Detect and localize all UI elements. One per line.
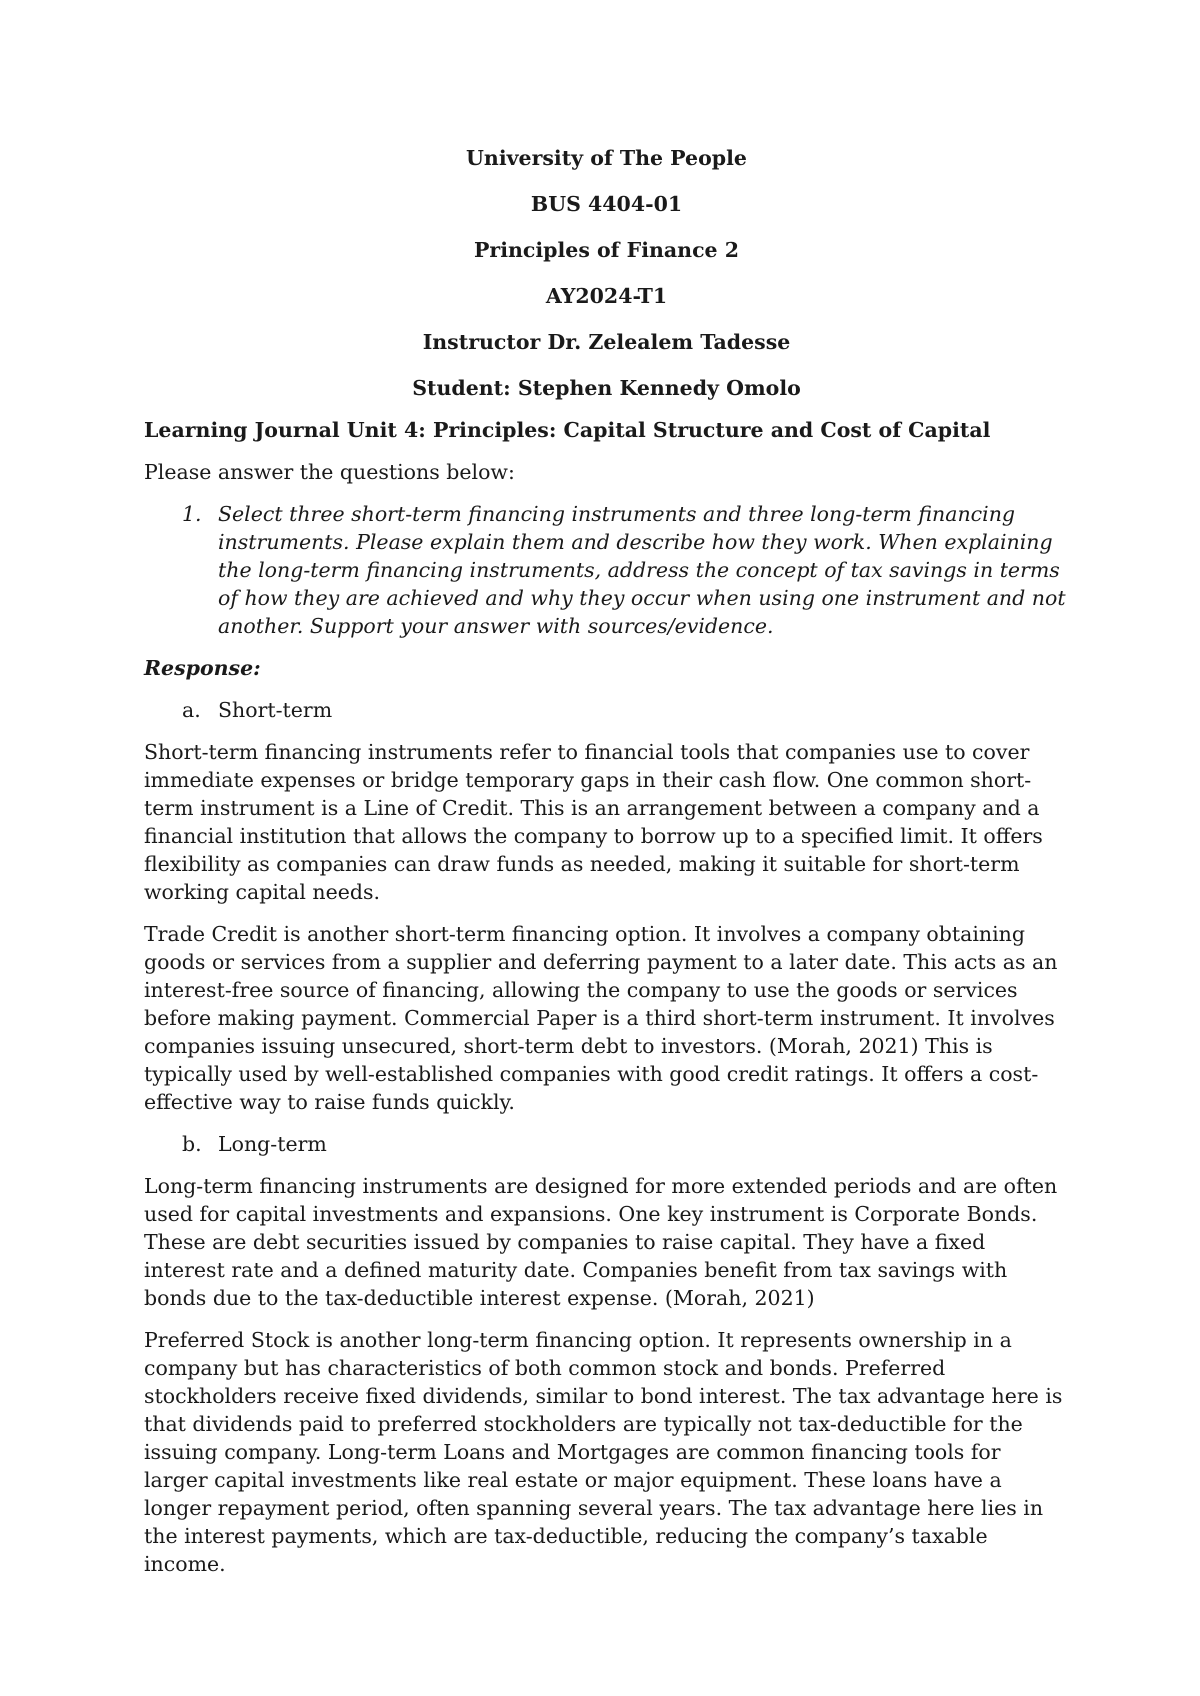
term: AY2024-T1 [545,284,668,308]
section-heading-short-term [144,696,1069,724]
university-name: University of The People [466,146,747,170]
question-number: 1. [182,502,202,526]
long-term-paragraph-1: Long-term financing instruments are designed for more extended periods and are often used for capital investments and expansions. One key instrument is Corporate Bonds. These are debt securities issued by companies to raise capital. They have a fixed interest rate and a defined maturity date. Companies benefit from tax savings with bonds due to the tax-deductible interest expense. (Morah, 2021) [144,1174,1058,1310]
question-text: Select three short-term financing instruments and three long-term financing instruments. Please explain them and describe how they work. When explaining the long-term financing instruments, address the concept of tax savings in terms of how they are achieved and why they occur when using one instrument and not another. Support your answer with sources/evidence. [218,502,1066,638]
section-label: Short-term [218,698,333,722]
short-term-paragraph-1: Short-term financing instruments refer to financial tools that companies use to cover immediate expenses or bridge temporary gaps in their cash flow. One common short-term instrument is a Line of Credit. This is an arrangement between a company and a financial institution that allows the company to borrow up to a specified limit. It offers flexibility as companies can draw funds as needed, making it suitable for short-term working capital needs. [144,740,1043,904]
student-name: Student: Stephen Kennedy Omolo [412,376,801,400]
question-item [144,500,1069,640]
instructions: Please answer the questions below: [144,460,515,484]
section-heading-long-term [144,1130,1069,1158]
course-code: BUS 4404-01 [530,192,683,216]
course-name: Principles of Finance 2 [473,238,739,262]
assignment-title: Learning Journal Unit 4: Principles: Capital Structure and Cost of Capital [144,418,991,442]
section-letter: b. [182,1132,202,1156]
document-body [144,144,1069,1592]
section-letter: a. [182,698,201,722]
section-label: Long-term [218,1132,327,1156]
short-term-paragraph-2: Trade Credit is another short-term financing option. It involves a company obtaining goods or services from a supplier and deferring payment to a later date. This acts as an interest-free source of financing, allowing the company to use the goods or services before making payment. Commercial Paper is a third short-term instrument. It involves companies issuing unsecured, short-term debt to investors. (Morah, 2021) This is typically used by well-established companies with good credit ratings. It offers a cost-effective way to raise funds quickly. [144,922,1058,1114]
response-label: Response: [144,656,261,680]
instructor-name: Instructor Dr. Zelealem Tadesse [422,330,791,354]
long-term-paragraph-2: Preferred Stock is another long-term financing option. It represents ownership in a company but has characteristics of both common stock and bonds. Preferred stockholders receive fixed dividends, similar to bond interest. The tax advantage here is that dividends paid to preferred stockholders are typically not tax-deductible for the issuing company. Long-term Loans and Mortgages are common financing tools for larger capital investments like real estate or major equipment. These loans have a longer repayment period, often spanning several years. The tax advantage here lies in the interest payments, which are tax-deductible, reducing the company’s taxable income. [144,1328,1063,1576]
